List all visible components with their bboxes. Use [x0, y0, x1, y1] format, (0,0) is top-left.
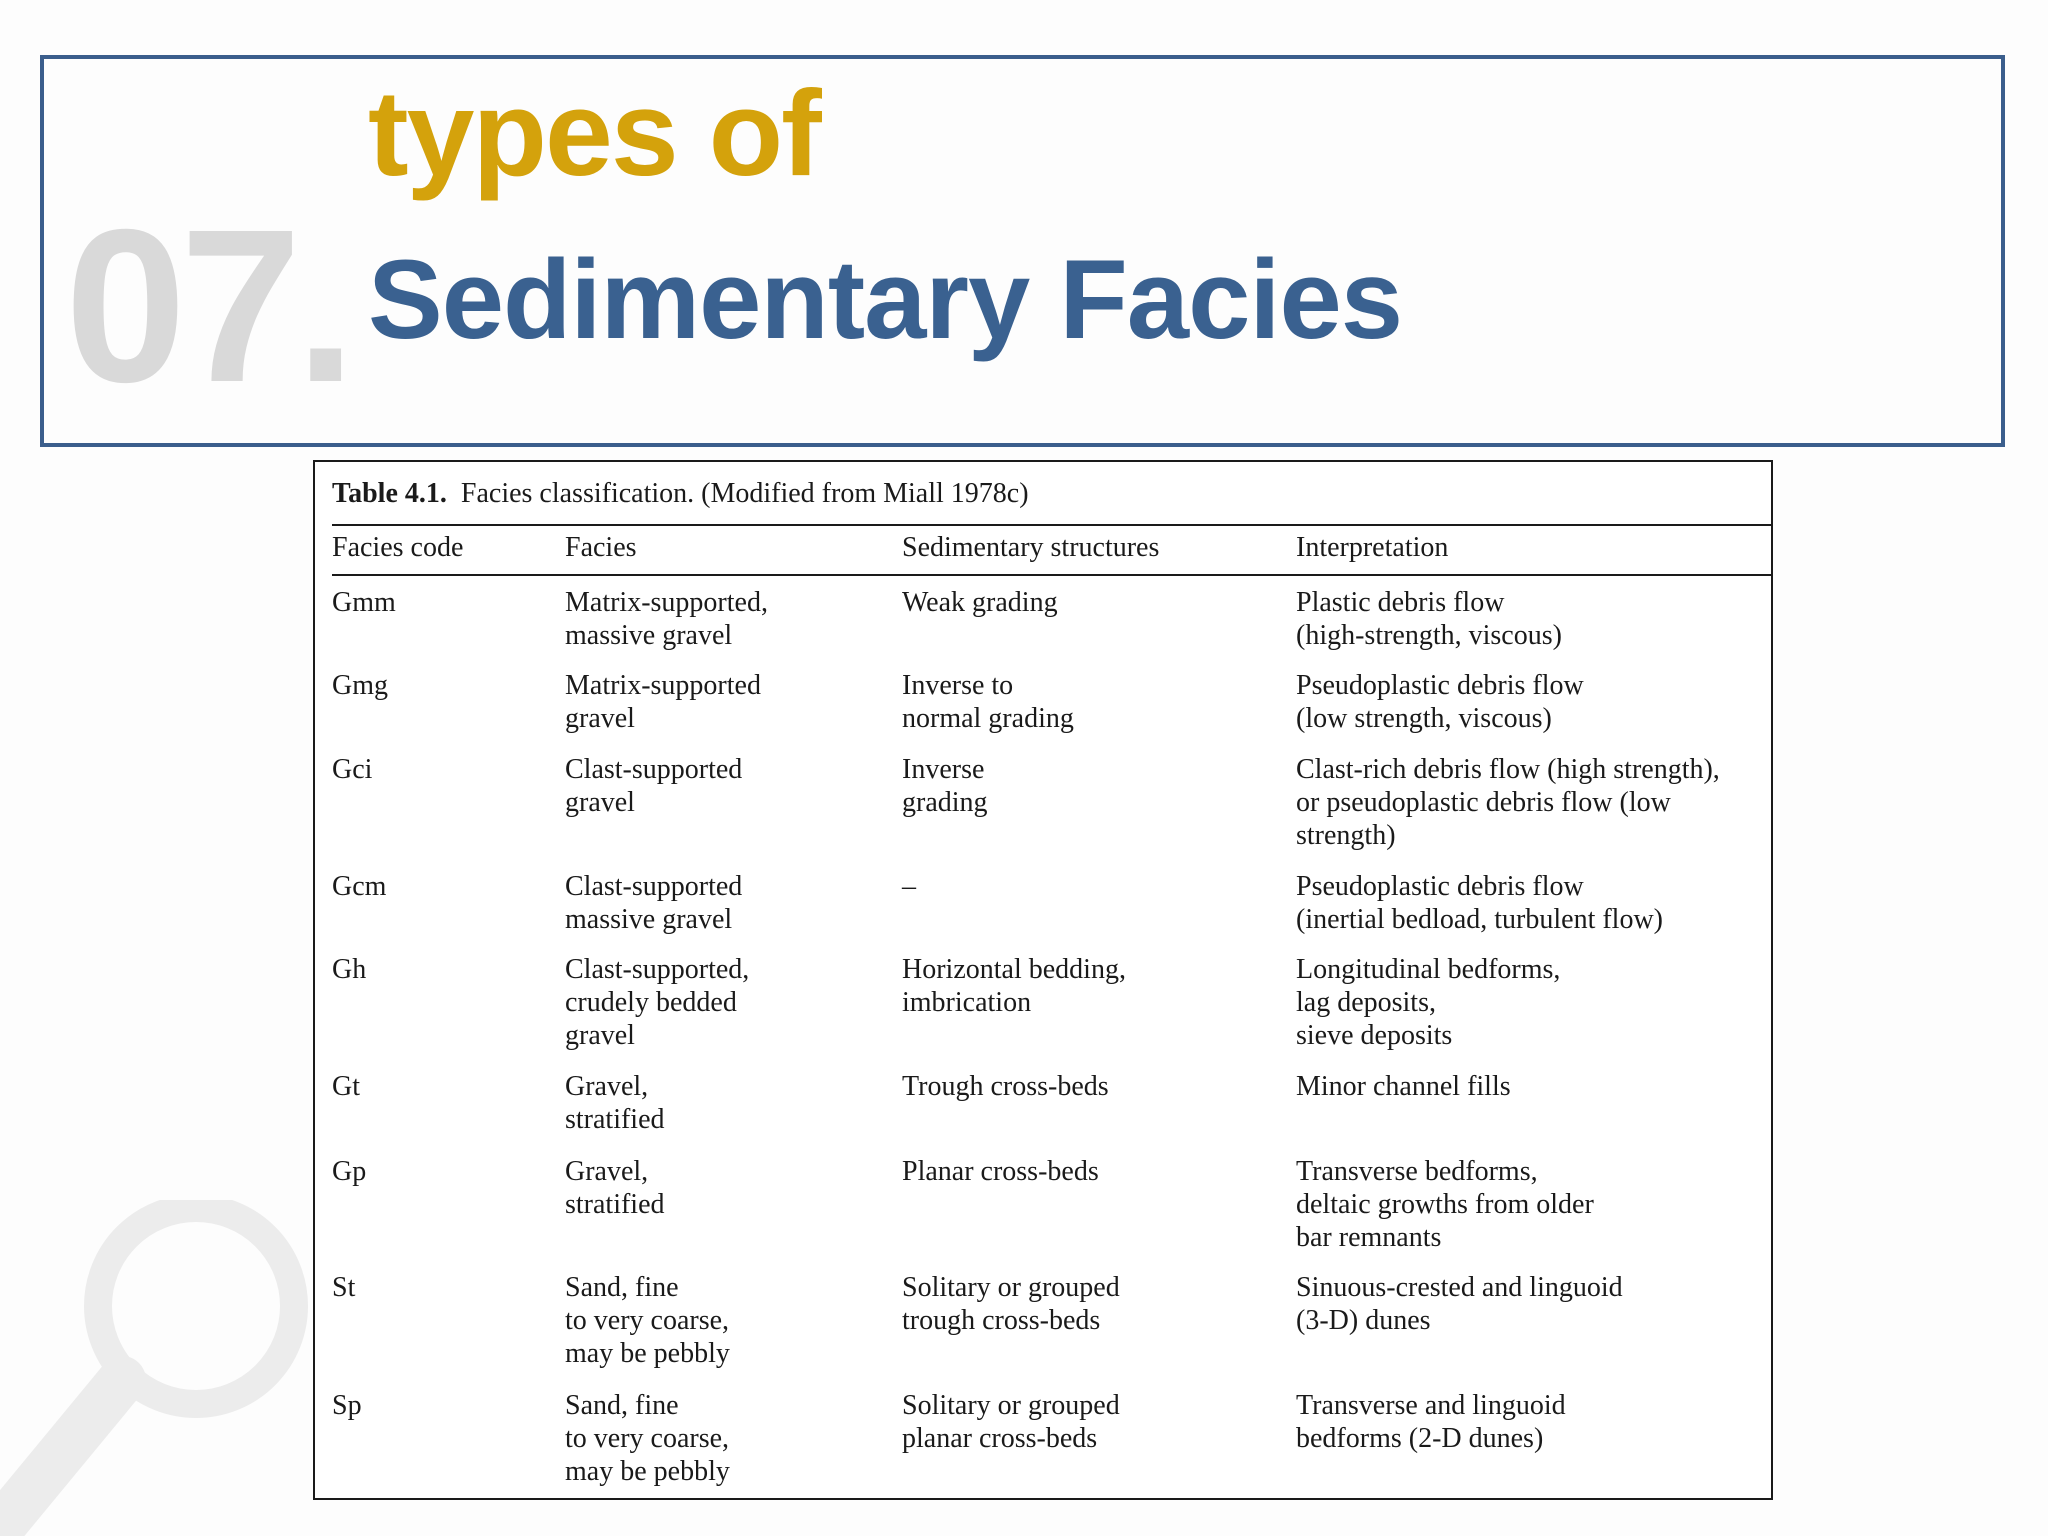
- cell-interpretation: Transverse bedforms, deltaic growths from older bar remnants: [1296, 1156, 1594, 1253]
- table-caption-label: Table 4.1.: [332, 478, 447, 509]
- cell-code: Gmg: [332, 670, 388, 701]
- column-header-facies: Facies: [565, 532, 637, 563]
- table-caption: [332, 478, 1029, 510]
- cell-code: Gmm: [332, 587, 396, 618]
- column-header-interpretation: Interpretation: [1296, 532, 1449, 563]
- cell-code: Gcm: [332, 871, 387, 902]
- cell-interpretation: Sinuous-crested and linguoid (3-D) dunes: [1296, 1272, 1623, 1336]
- cell-code: Gh: [332, 954, 367, 985]
- cell-interpretation: Minor channel fills: [1296, 1071, 1511, 1102]
- magnifier-icon: [0, 1200, 320, 1536]
- column-header-sedimentary-structures: Sedimentary structures: [902, 532, 1160, 563]
- page-title: Sedimentary Facies: [368, 237, 1403, 362]
- cell-interpretation: Longitudinal bedforms, lag deposits, sieve deposits: [1296, 954, 1561, 1051]
- cell-structures: Solitary or grouped trough cross-beds: [902, 1272, 1120, 1336]
- cell-facies: Gravel, stratified: [565, 1071, 665, 1135]
- cell-facies: Gravel, stratified: [565, 1156, 665, 1220]
- cell-facies: Sand, fine to very coarse, may be pebbly: [565, 1272, 730, 1369]
- column-header-facies-code: Facies code: [332, 532, 464, 563]
- cell-code: St: [332, 1272, 356, 1303]
- table-caption-text: Facies classification. (Modified from Miall 1978c): [460, 478, 1029, 509]
- cell-interpretation: Transverse and linguoid bedforms (2-D dunes): [1296, 1390, 1566, 1454]
- cell-interpretation: Plastic debris flow (high-strength, viscous): [1296, 587, 1562, 651]
- cell-code: Gt: [332, 1071, 360, 1102]
- table-top-rule: [332, 524, 1771, 526]
- cell-facies: Clast-supported massive gravel: [565, 871, 743, 935]
- cell-code: Sp: [332, 1390, 362, 1421]
- facies-table: [313, 460, 1773, 1500]
- cell-structures: Inverse to normal grading: [902, 670, 1074, 734]
- cell-structures: Inverse grading: [902, 754, 988, 818]
- cell-interpretation: Clast-rich debris flow (high strength), or pseudoplastic debris flow (low strength): [1296, 754, 1720, 851]
- cell-structures: Horizontal bedding, imbrication: [902, 954, 1126, 1018]
- cell-facies: Clast-supported, crudely bedded gravel: [565, 954, 750, 1051]
- cell-code: Gci: [332, 754, 373, 785]
- cell-facies: Matrix-supported gravel: [565, 670, 761, 734]
- table-header-rule: [332, 574, 1771, 576]
- cell-structures: Trough cross-beds: [902, 1071, 1109, 1102]
- cell-interpretation: Pseudoplastic debris flow (inertial bedload, turbulent flow): [1296, 871, 1663, 935]
- cell-facies: Sand, fine to very coarse, may be pebbly: [565, 1390, 730, 1487]
- cell-facies: Clast-supported gravel: [565, 754, 743, 818]
- cell-structures: Weak grading: [902, 587, 1058, 618]
- cell-structures: Solitary or grouped planar cross-beds: [902, 1390, 1120, 1454]
- cell-structures: Planar cross-beds: [902, 1156, 1099, 1187]
- cell-facies: Matrix-supported, massive gravel: [565, 587, 768, 651]
- cell-interpretation: Pseudoplastic debris flow (low strength, viscous): [1296, 670, 1584, 734]
- cell-code: Gp: [332, 1156, 367, 1187]
- section-number: 07.: [65, 185, 351, 428]
- title-line-1: types of: [368, 65, 820, 201]
- cell-structures: –: [902, 871, 916, 902]
